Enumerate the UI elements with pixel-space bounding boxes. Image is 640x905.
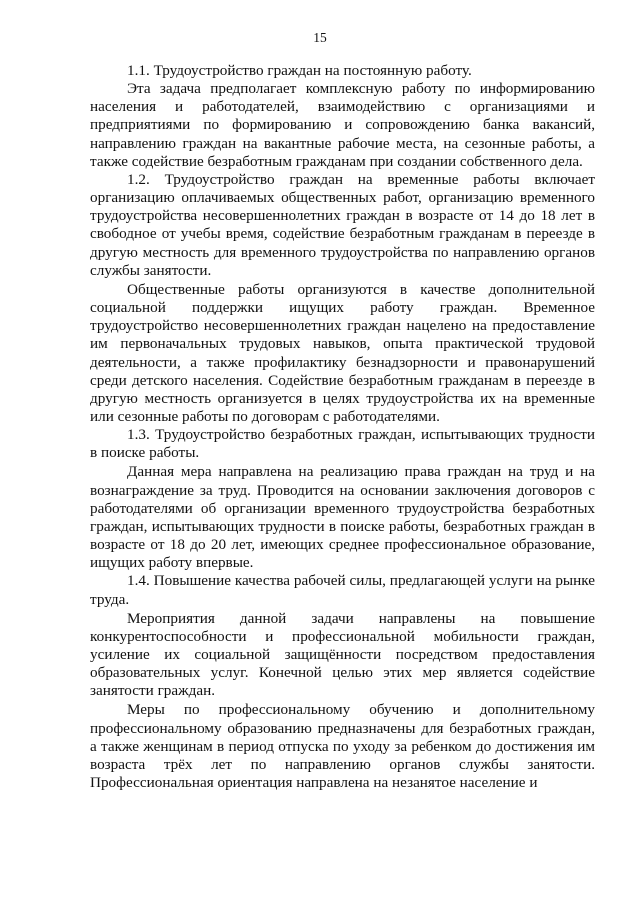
paragraph: Мероприятия данной задачи направлены на повышение конкурентоспособности и профессиональной мобильности граждан, усиление их социальной защищённости посредством предоставления образовательных услуг. Конечной целью этих мер является содействие занятости граждан. [90, 609, 595, 700]
paragraph: Меры по профессиональному обучению и дополнительному профессиональному образованию предназначены для безработных граждан, а также женщинам в период отпуска по уходу за ребенком до достижения им возраста трёх лет по направлению органов службы занятости. Профессиональная ориентация направлена на незанятое население и [90, 701, 595, 792]
paragraph: Данная мера направлена на реализацию права граждан на труд и на вознаграждение за труд. Проводится на основании заключения договоров с работодателями об организации временного трудоустройства безработных граждан, испытывающих трудности в поиске работы, безработных граждан в возрасте от 18 до 20 лет, имеющих среднее профессиональное образование, ищущих работу впервые. [90, 463, 595, 572]
paragraph: Общественные работы организуются в качестве дополнительной социальной поддержки ищущих работу граждан. Временное трудоустройство несовершеннолетних граждан нацелено на предоставление им первоначальных трудовых навыков, опыта практической трудовой деятельности, а также профилактику безнадзорности и правонарушений среди детского населения. Содействие безработным гражданам в переезде в другую местность организуется в целях трудоустройства их на временные или сезонные работы по договорам с работодателями. [90, 280, 595, 425]
paragraph: Эта задача предполагает комплексную работу по информированию населения и работодателей, взаимодействию с организациями и предприятиями по формированию и сопровождению банка вакансий, направлению граждан на вакантные рабочие места, на сезонные работы, а также содействие безработным гражданам при создании собственного дела. [90, 80, 595, 170]
paragraph-section-1-2: 1.2. Трудоустройство граждан на временные работы включает организацию оплачиваемых общественных работ, организацию временного трудоустройства несовершеннолетних граждан в возрасте от 14 до 18 лет в свободное от учебы время, содействие безработным гражданам в переезде в другую местность для временного трудоустройства по направлению органов службы занятости. [90, 170, 595, 279]
paragraph-section-1-4-heading: 1.4. Повышение качества рабочей силы, предлагающей услуги на рынке труда. [90, 572, 595, 608]
body-text [90, 62, 595, 792]
paragraph-section-1-3-heading: 1.3. Трудоустройство безработных граждан, испытывающих трудности в поиске работы. [90, 426, 595, 462]
paragraph-section-1-1-heading: 1.1. Трудоустройство граждан на постоянную работу. [127, 62, 472, 79]
page-number: 15 [313, 30, 327, 45]
